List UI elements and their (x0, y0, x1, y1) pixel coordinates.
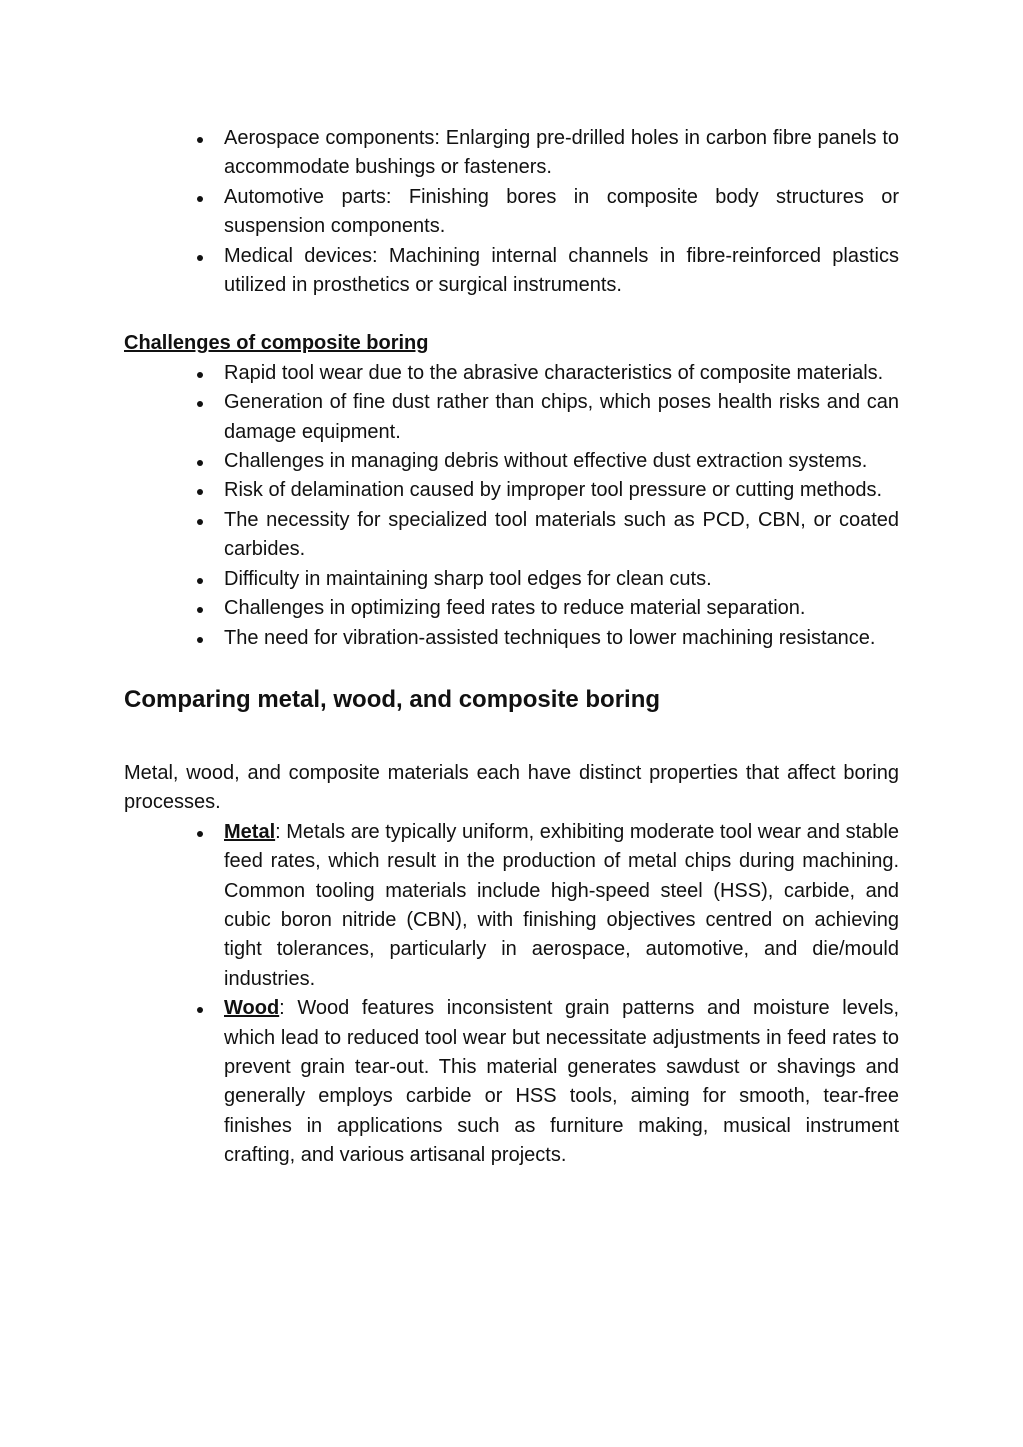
list-item-text: Aerospace components: Enlarging pre-drilled holes in carbon fibre panels to accommodate bushings or fasteners. (224, 127, 899, 179)
list-item (124, 476, 899, 505)
term-label: Wood (224, 997, 280, 1020)
spacer (124, 716, 899, 759)
bullet-icon (197, 489, 203, 495)
list-item (124, 359, 899, 388)
list-item (124, 124, 899, 183)
bullet-icon (197, 401, 203, 407)
list-item-text: Challenges in optimizing feed rates to reduce material separation. (224, 597, 806, 620)
list-item-text: : Metals are typically uniform, exhibiting moderate tool wear and stable feed rates, which result in the production of metal chips during machining. Common tooling materials include high-speed steel (HSS), carbide, and cubic boron nitride (CBN), with finishing objectives centred on achieving tight tolerances, particularly in aerospace, automotive, and die/mould industries. (224, 820, 899, 990)
document-body (124, 124, 899, 1171)
challenges-list (124, 359, 899, 653)
bullet-icon (197, 460, 203, 466)
list-item-text: The necessity for specialized tool materials such as PCD, CBN, or coated carbides. (224, 508, 899, 561)
list-item (124, 447, 899, 476)
bullet-icon (197, 578, 203, 584)
term-label: Metal (224, 820, 276, 843)
list-item (124, 565, 899, 594)
list-item-text: Generation of fine dust rather than chips, which poses health risks and can damage equipment. (224, 391, 899, 443)
bullet-icon (197, 519, 203, 525)
comparison-list (124, 818, 899, 1171)
list-item-text: Challenges in managing debris without effective dust extraction systems. (224, 450, 868, 473)
list-item-text: Automotive parts: Finishing bores in composite body structures or suspension components. (224, 185, 899, 238)
list-item (124, 994, 899, 1170)
spacer (124, 300, 899, 329)
bullet-icon (197, 137, 203, 143)
list-item (124, 242, 899, 301)
bullet-icon (197, 831, 203, 837)
list-item-text: The need for vibration-assisted techniques to lower machining resistance. (224, 626, 876, 649)
section-heading: Comparing metal, wood, and composite boring (124, 685, 661, 713)
section-subheading: Challenges of composite boring (124, 332, 429, 355)
list-item-text: Difficulty in maintaining sharp tool edges for clean cuts. (224, 567, 712, 590)
list-item (124, 506, 899, 565)
list-item-text: : Wood features inconsistent grain patterns and moisture levels, which lead to reduced tool wear but necessitate adjustments in feed rates to prevent grain tear-out. This material generates sawdust or shavings and generally employs carbide or HSS tools, aiming for smooth, tear-free finishes in applications such as furniture making, musical instrument crafting, and various artisanal projects. (224, 997, 899, 1167)
bullet-icon (197, 196, 203, 202)
list-item (124, 183, 899, 242)
list-item (124, 594, 899, 623)
bullet-icon (197, 637, 203, 643)
list-item-text: Risk of delamination caused by improper tool pressure or cutting methods. (224, 479, 883, 502)
spacer (124, 653, 899, 684)
bullet-icon (197, 372, 203, 378)
bullet-icon (197, 1007, 203, 1013)
applications-list (124, 124, 899, 300)
bullet-icon (197, 607, 203, 613)
intro-paragraph: Metal, wood, and composite materials each have distinct properties that affect boring processes. (124, 761, 899, 814)
list-item (124, 624, 899, 653)
list-item (124, 818, 899, 994)
list-item-text: Medical devices: Machining internal channels in fibre-reinforced plastics utilized in prosthetics or surgical instruments. (224, 244, 899, 297)
list-item (124, 388, 899, 447)
bullet-icon (197, 255, 203, 261)
list-item-text: Rapid tool wear due to the abrasive characteristics of composite materials. (224, 361, 884, 384)
